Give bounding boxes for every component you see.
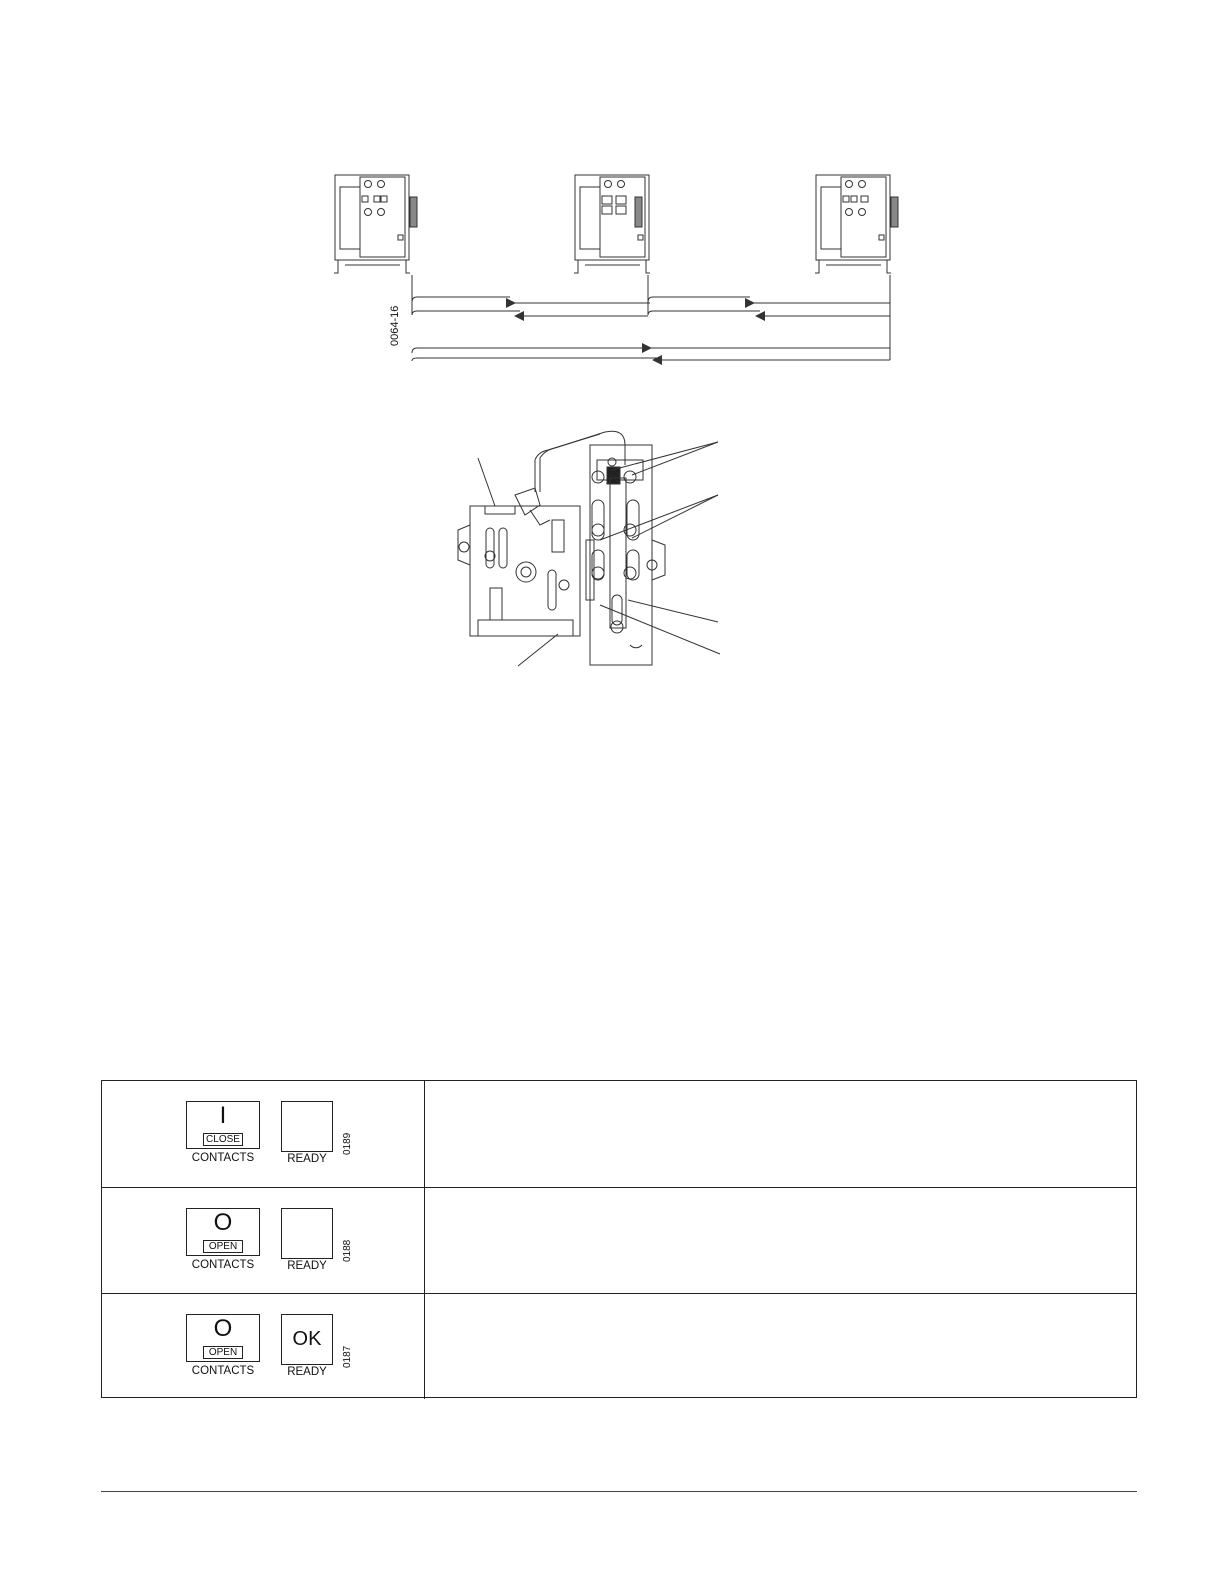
footer-rule — [101, 1491, 1137, 1492]
contacts-symbol: O — [213, 1209, 233, 1236]
contacts-label: CONTACTS — [191, 1365, 255, 1377]
figure-code: 0187 — [342, 1345, 353, 1368]
interlock-mechanism-figure — [440, 420, 740, 675]
ready-indicator — [281, 1208, 333, 1259]
contacts-label: CONTACTS — [191, 1152, 255, 1164]
breaker-drawing-connected — [815, 175, 898, 273]
indicator-description — [425, 1188, 1136, 1293]
indicator-table — [101, 1080, 1137, 1398]
contacts-state: CLOSE — [203, 1133, 243, 1146]
indicator-row-open-not-ready — [102, 1187, 1136, 1293]
indicator-illustration — [102, 1294, 425, 1399]
breaker-drawing-test — [574, 175, 650, 273]
breaker-drawing-disconnected — [334, 175, 410, 273]
ready-indicator: OK — [281, 1314, 333, 1365]
indicator-illustration — [102, 1081, 425, 1187]
ready-indicator — [281, 1101, 333, 1152]
contacts-indicator — [186, 1208, 260, 1256]
contacts-symbol: I — [219, 1102, 227, 1129]
contacts-indicator — [186, 1314, 260, 1362]
contacts-symbol: O — [213, 1315, 233, 1342]
indicator-row-closed — [102, 1081, 1136, 1187]
ready-label: READY — [287, 1260, 327, 1272]
indicator-illustration — [102, 1188, 425, 1293]
indicator-description — [425, 1081, 1136, 1187]
arrow-heads — [506, 298, 765, 365]
indicator-description — [425, 1294, 1136, 1399]
ready-label: READY — [287, 1366, 327, 1378]
figure-code: 0189 — [342, 1132, 353, 1155]
contacts-state: OPEN — [203, 1346, 243, 1359]
ready-label: READY — [287, 1153, 327, 1165]
contacts-state: OPEN — [203, 1240, 243, 1253]
top-figure-code: 0064-16 — [389, 305, 401, 346]
indicator-row-open-ready — [102, 1293, 1136, 1399]
figure-code: 0188 — [342, 1239, 353, 1262]
breaker-positions-figure — [320, 165, 910, 370]
contacts-label: CONTACTS — [191, 1259, 255, 1271]
contacts-indicator — [186, 1101, 260, 1149]
